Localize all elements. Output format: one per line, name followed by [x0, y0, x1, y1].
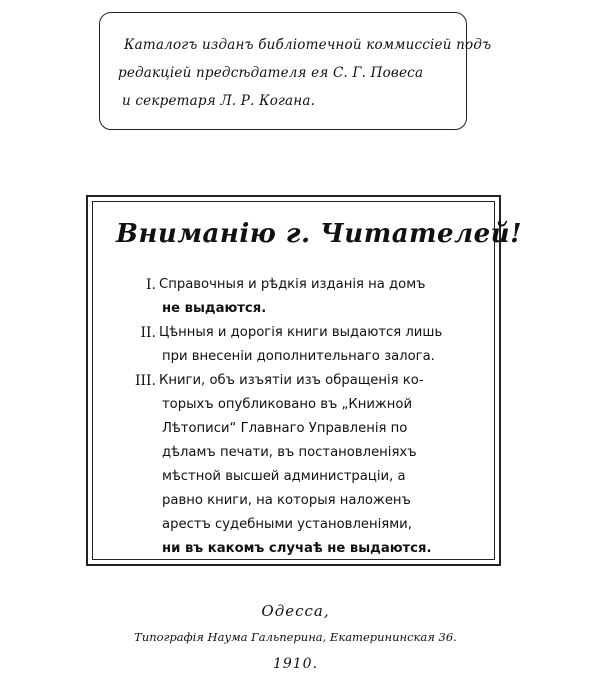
rule-line: Справочныя и рѣдкiя изданiя на домъ: [159, 277, 426, 292]
rule-line: равно книги, на которыя наложенъ: [162, 493, 411, 508]
rule-line: Цѣнныя и дорогiя книги выдаются лишь: [159, 325, 443, 340]
rule-text: [159, 273, 484, 321]
catalog-credits-line-3: и секретаря Л. Р. Когана.: [122, 93, 316, 109]
rule-line: арестъ судебными установленiями,: [162, 517, 412, 532]
notice-title: Вниманiю г. Читателей!: [116, 219, 522, 249]
readers-notice-frame: [86, 195, 522, 566]
rule-line: дѣламъ печати, въ постановленiяхъ: [162, 445, 417, 460]
catalog-credits-box: [99, 12, 492, 130]
rule-item-1: [104, 273, 484, 321]
rule-number: I.: [146, 277, 156, 293]
imprint-year: 1910.: [272, 656, 319, 672]
imprint-printer: Типографiя Наума Гальперина, Екатерининская 36.: [134, 630, 457, 644]
rule-line: [162, 297, 484, 321]
imprint-city: Одесса,: [261, 602, 330, 620]
catalog-credits-line-1: Каталогъ изданъ библiотечной коммиссiей подъ: [124, 37, 492, 53]
rule-line: Книги, объ изъятiи изъ обращенiя ко-: [159, 373, 424, 388]
rule-line: [162, 537, 484, 561]
rule-emphasis: ни въ какомъ случаѣ не выдаются.: [162, 541, 432, 556]
rule-text: [159, 321, 484, 369]
rule-emphasis: не выдаются.: [162, 301, 267, 316]
rule-text: [159, 369, 484, 561]
rule-item-2: [104, 321, 484, 369]
rule-line: мѣстной высшей администрацiи, а: [162, 469, 406, 484]
rule-item-3: [104, 369, 484, 561]
rule-number: III.: [134, 373, 156, 389]
rule-number: II.: [140, 325, 156, 341]
rule-line: при внесенiи дополнительнаго залога.: [162, 349, 435, 364]
catalog-credits-line-2: редакцiей предсѣдателя ея С. Г. Повеса: [118, 65, 424, 81]
rules-list: [104, 273, 484, 561]
rule-line: торыхъ опубликовано въ „Книжной: [162, 397, 413, 412]
rule-line: Лѣтописи“ Главнаго Управленiя по: [162, 421, 408, 436]
